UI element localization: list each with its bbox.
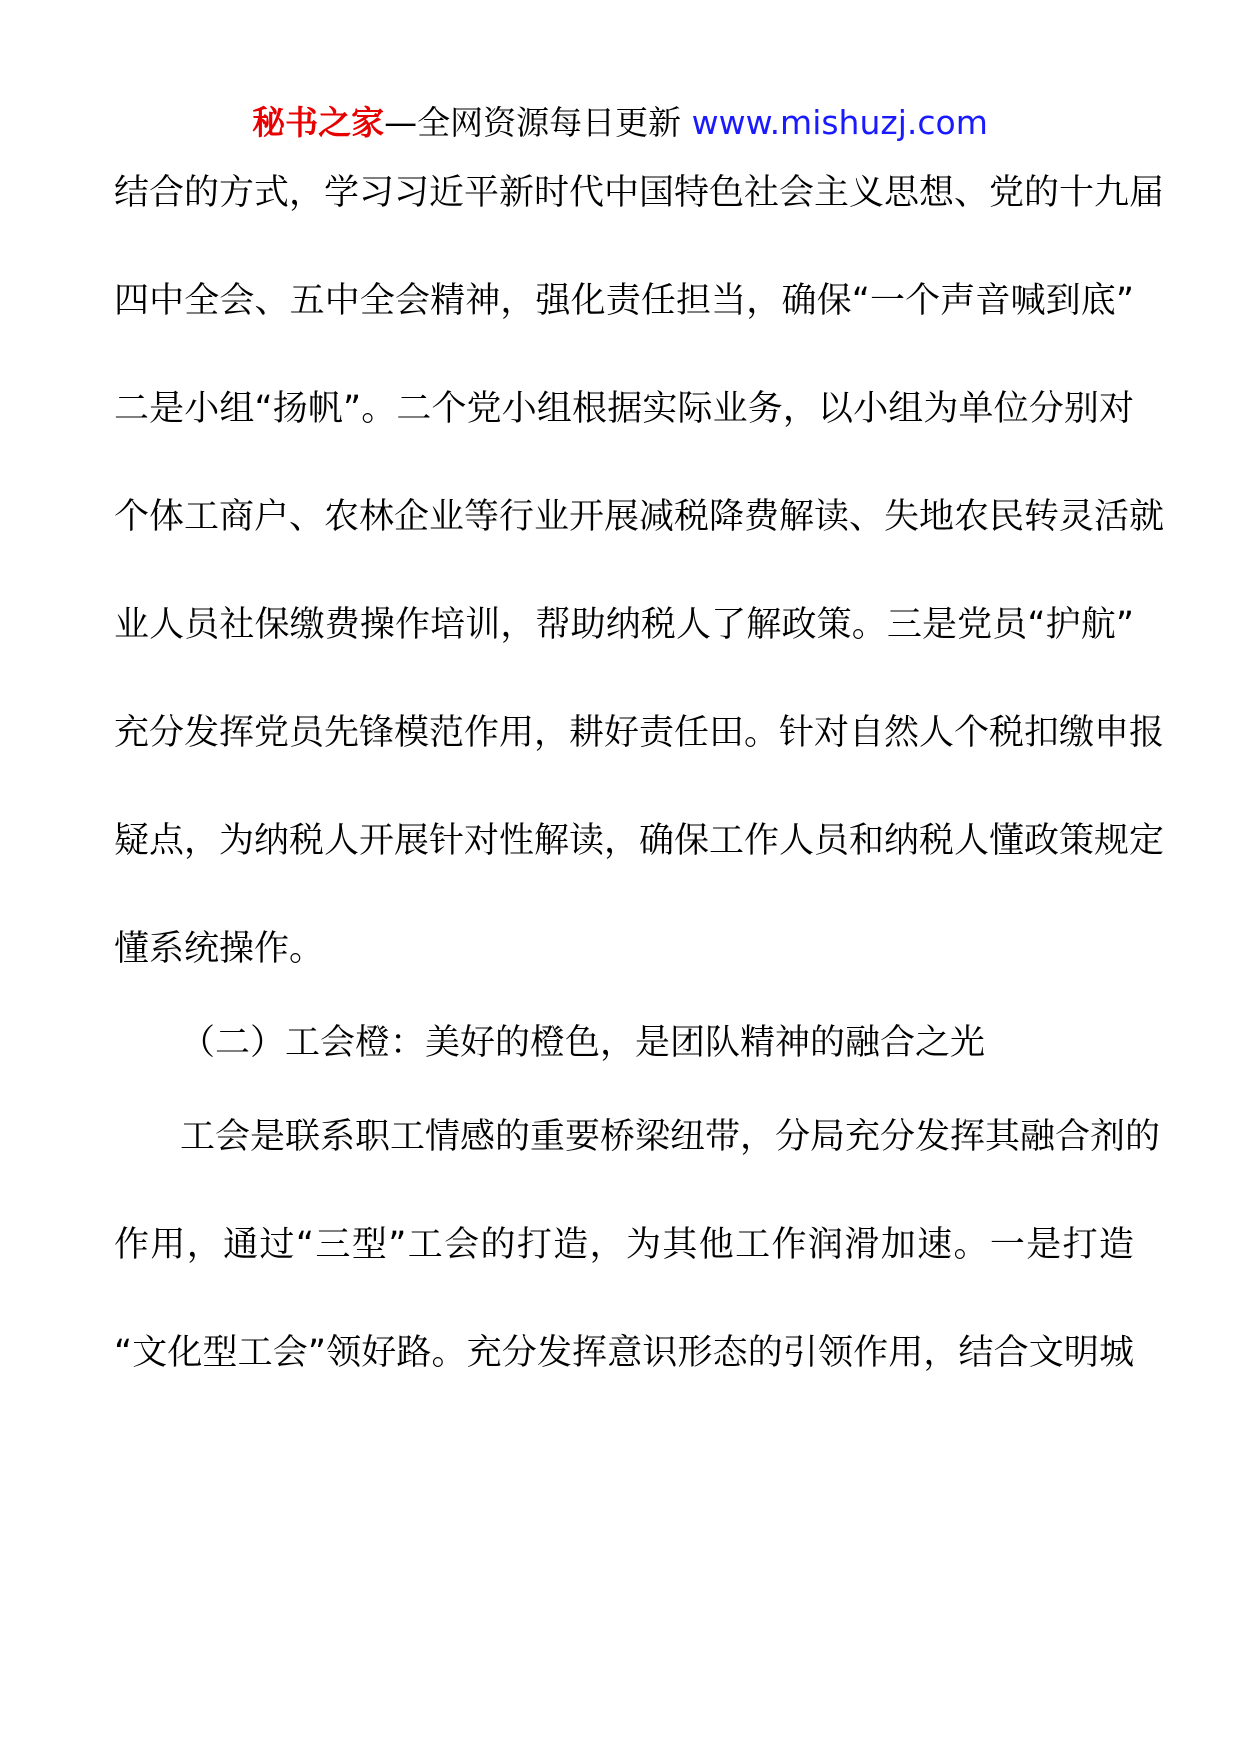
paragraph-line: 二是小组“扬帆”。二个党小组根据实际业务，以小组为单位分别对 — [114, 389, 1134, 429]
paragraph-line: “文化型工会”领好路。充分发挥意识形态的引领作用，结合文明城 — [114, 1333, 1134, 1373]
paragraph-line: 懂系统操作。 — [114, 929, 325, 969]
brand-name: 秘书之家 — [252, 103, 385, 142]
header-tagline: —全网资源每日更新 — [384, 103, 682, 142]
paragraph-line: 充分发挥党员先锋模范作用，耕好责任田。针对自然人个税扣缴申报 — [114, 713, 1165, 753]
paragraph-line: 工会是联系职工情感的重要桥梁纽带，分局充分发挥其融合剂的 — [180, 1117, 1161, 1157]
section-heading: （二）工会橙：美好的橙色，是团队精神的融合之光 — [180, 1023, 986, 1063]
paragraph-line: 业人员社保缴费操作培训，帮助纳税人了解政策。三是党员“护航” — [114, 605, 1134, 645]
paragraph-line: 疑点，为纳税人开展针对性解读，确保工作人员和纳税人懂政策规定 — [114, 821, 1165, 861]
site-url-link[interactable]: www.mishuzj.com — [691, 103, 988, 142]
paragraph-line: 个体工商户、农林企业等行业开展减税降费解读、失地农民转灵活就 — [114, 497, 1165, 537]
paragraph-line: 作用，通过“三型”工会的打造，为其他工作润滑加速。一是打造 — [114, 1225, 1134, 1265]
paragraph-line: 结合的方式，学习习近平新时代中国特色社会主义思想、党的十九届 — [114, 173, 1165, 213]
site-header — [0, 100, 1240, 146]
paragraph-line: 四中全会、五中全会精神，强化责任担当，确保“一个声音喊到底” — [114, 281, 1134, 321]
